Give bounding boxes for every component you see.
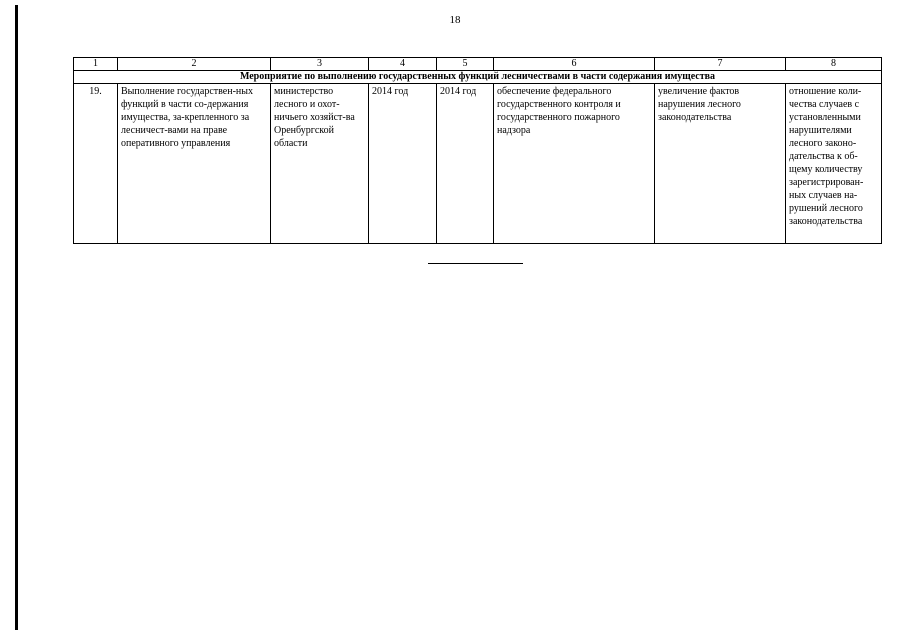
column-number: 1 [74, 58, 118, 71]
executor-cell: министерство лесного и охот-ничьего хозяйст-ва Оренбургской области [271, 84, 369, 244]
indicator-cell: отношение коли-чества случаев с установленными нарушителями лесного законо-дательства к об-щему количеству зарегистрирован-ных случаев на-рушений лесного законодательства [786, 84, 882, 244]
activity-cell: Выполнение государствен-ных функций в части со-держания имущества, за-крепленного за лесничест-вами на праве оперативного управления [118, 84, 271, 244]
row-number-cell: 19. [74, 84, 118, 244]
measures-table [73, 57, 882, 244]
column-number: 3 [271, 58, 369, 71]
column-number: 4 [369, 58, 437, 71]
column-number: 8 [786, 58, 882, 71]
start-year-cell: 2014 год [369, 84, 437, 244]
section-title: Мероприятие по выполнению государственных функций лесничествами в части содержания имущества [74, 71, 882, 84]
column-number: 6 [494, 58, 655, 71]
column-number: 7 [655, 58, 786, 71]
column-number-row [74, 58, 882, 71]
consequence-cell: увеличение фактов нарушения лесного законодательства [655, 84, 786, 244]
column-number: 5 [437, 58, 494, 71]
end-separator-line [428, 263, 523, 264]
end-year-cell: 2014 год [437, 84, 494, 244]
table-row [74, 84, 882, 244]
result-cell: обеспечение федерального государственного контроля и государственного пожарного надзора [494, 84, 655, 244]
section-title-row [74, 71, 882, 84]
page-number: 18 [449, 14, 461, 26]
column-number: 2 [118, 58, 271, 71]
page-left-edge-bar [15, 5, 18, 630]
